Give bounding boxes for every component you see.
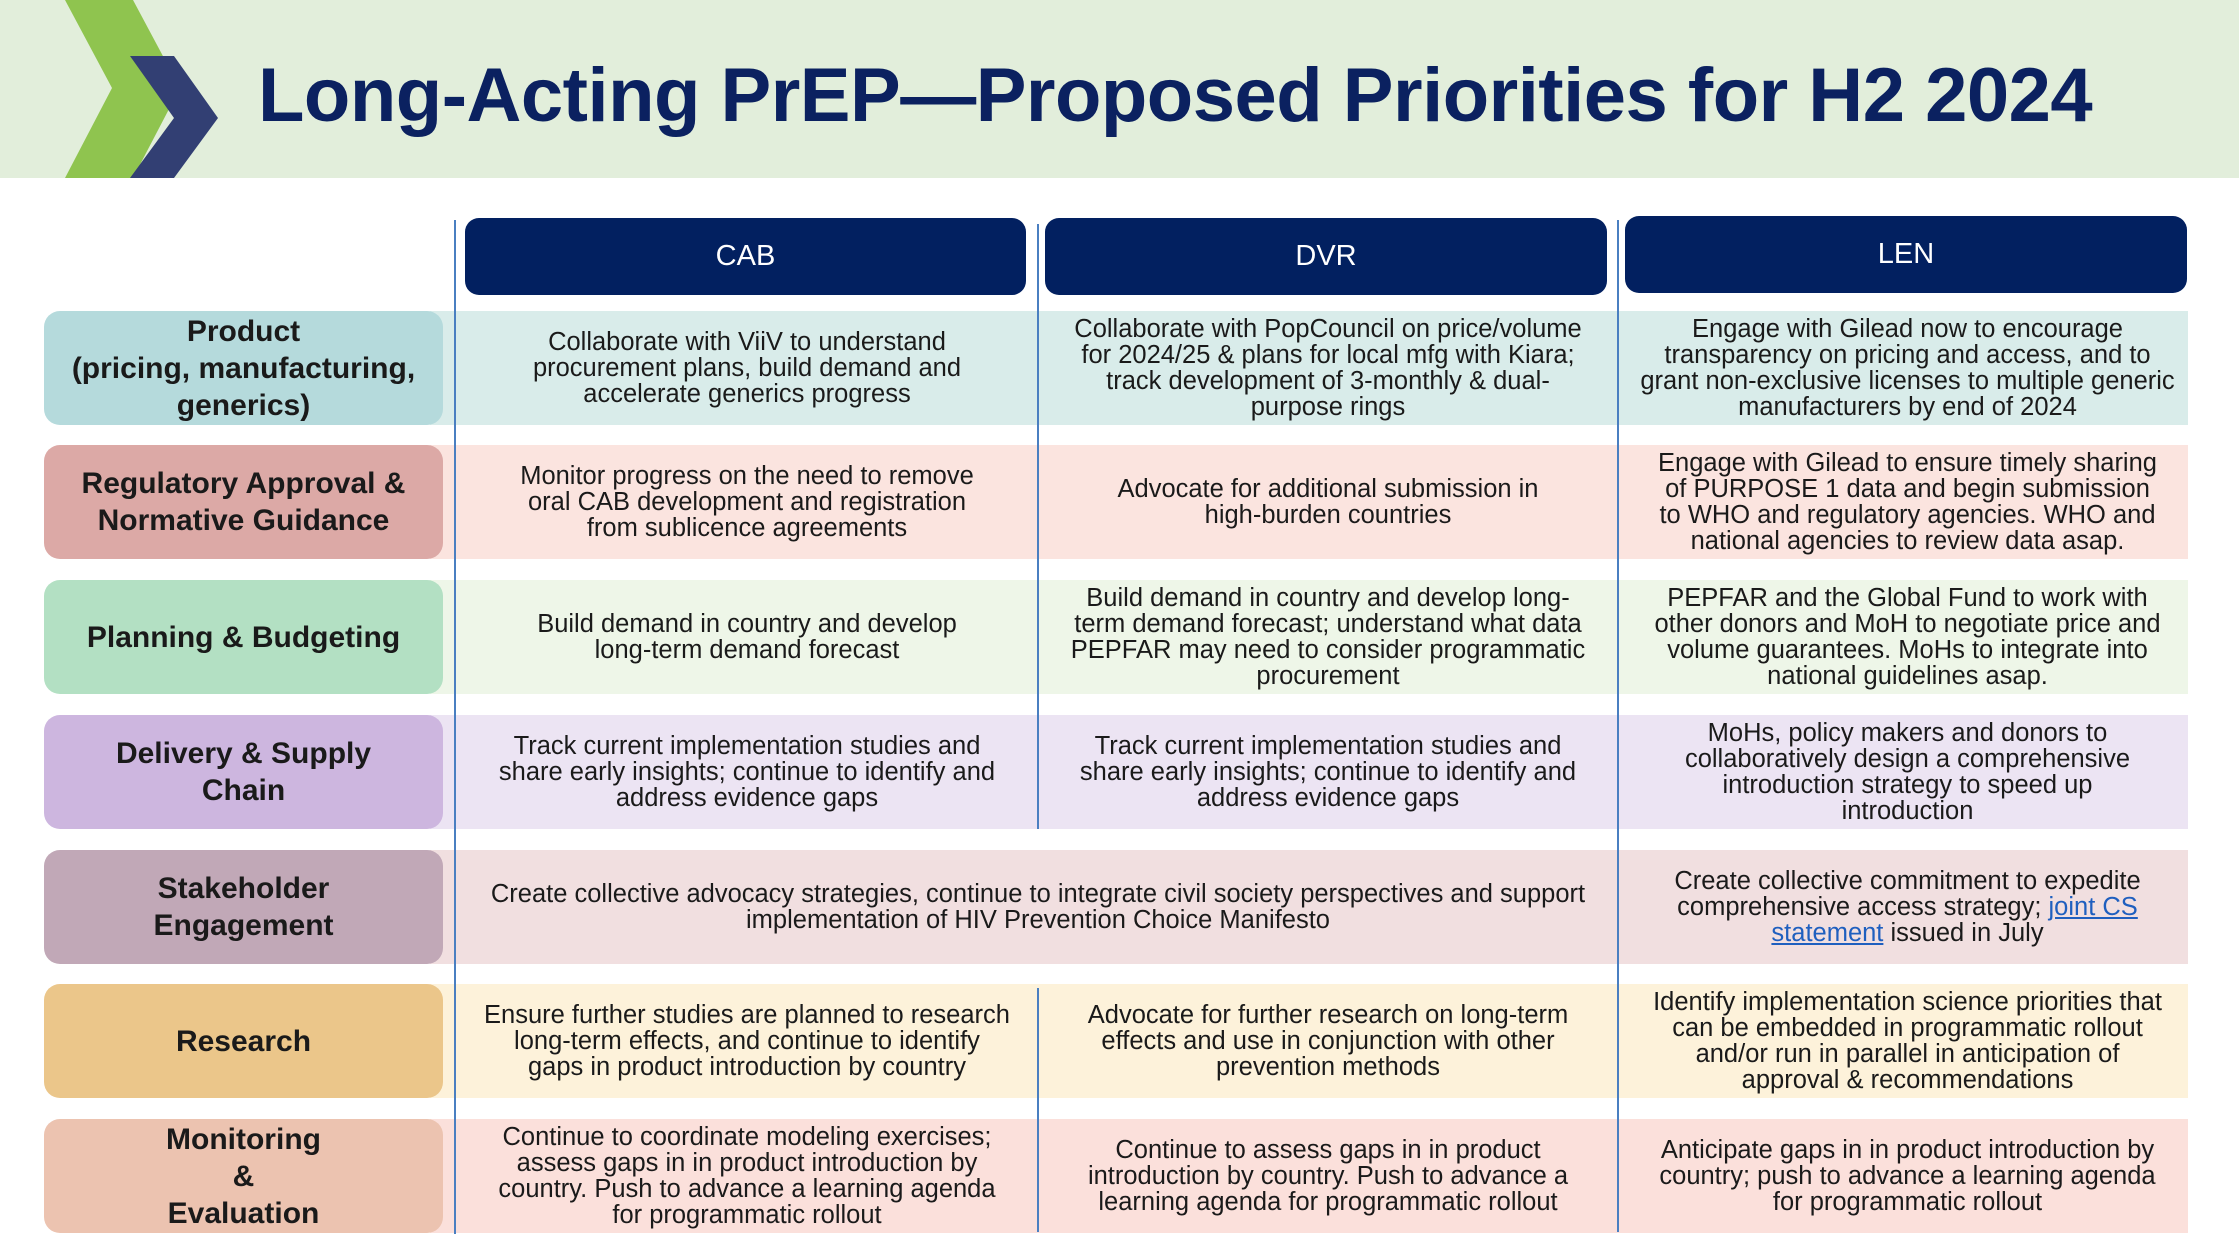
row-label-stakeholder: Stakeholder Engagement — [44, 850, 443, 964]
cell-monitoring-cab: Continue to coordinate modeling exercises; assess gaps in in product introduction by country. Push to advance a learning agenda for programmatic rollout — [498, 1123, 996, 1229]
cell-product-dvr: Collaborate with PopCouncil on price/volume for 2024/25 & plans for local mfg with Kiara; track development of 3-monthly & dual-purpose rings — [1074, 315, 1582, 421]
cell-research-cab: Ensure further studies are planned to research long-term effects, and continue to identify gaps in product introduction by country — [484, 1001, 1010, 1081]
row-label-research: Research — [44, 984, 443, 1098]
cell-regulatory-dvr: Advocate for additional submission in high-burden countries — [1117, 475, 1539, 529]
cell-delivery-len: MoHs, policy makers and donors to collaboratively design a comprehensive introduction strategy to speed up introduction — [1684, 719, 2131, 825]
row-label-planning: Planning & Budgeting — [44, 580, 443, 694]
cell-monitoring-dvr: Continue to assess gaps in in product introduction by country. Push to advance a learning agenda for programmatic rollout — [1087, 1136, 1569, 1216]
row-label-product-title: Product — [186, 314, 301, 348]
cell-research-len: Identify implementation science priorities that can be embedded in programmatic rollout and/or run in parallel in anticipation of approval & recommendations — [1653, 988, 2162, 1094]
cell-planning-dvr: Build demand in country and develop long-term demand forecast; understand what data PEPFAR may need to consider programmatic procurement — [1070, 584, 1586, 690]
row-label-monitoring: Monitoring & Evaluation — [44, 1119, 443, 1233]
cell-regulatory-cab: Monitor progress on the need to remove oral CAB development and registration from sublicence agreements — [520, 462, 974, 542]
cell-delivery-cab: Track current implementation studies and share early insights; continue to identify and address evidence gaps — [498, 732, 996, 812]
column-divider — [1617, 220, 1619, 1232]
cell-planning-len: PEPFAR and the Global Fund to work with other donors and MoH to negotiate price and volume guarantees. MoHs to integrate into national guidelines asap. — [1654, 584, 2161, 690]
cell-research-dvr: Advocate for further research on long-term effects and use in conjunction with other prevention methods — [1087, 1001, 1569, 1081]
column-divider — [1037, 988, 1039, 1232]
joint-cs-statement-link[interactable]: joint CS statement — [1771, 893, 2138, 947]
cell-stakeholder-len — [1625, 850, 2190, 964]
row-label-delivery: Delivery & Supply Chain — [44, 715, 443, 829]
stakeholder-len-text-end: issued in July — [1883, 919, 2044, 947]
cell-planning-cab: Build demand in country and develop long-term demand forecast — [537, 610, 957, 664]
page-title: Long-Acting PrEP—Proposed Priorities for H2 2024 — [258, 53, 2093, 138]
cell-delivery-dvr: Track current implementation studies and share early insights; continue to identify and address evidence gaps — [1079, 732, 1577, 812]
cell-product-len: Engage with Gilead now to encourage transparency on pricing and access, and to grant non-exclusive licenses to multiple generic manufacturers by end of 2024 — [1640, 315, 2175, 421]
row-label-product-subtitle: (pricing, manufacturing, generics) — [71, 351, 416, 422]
row-label-product — [44, 311, 443, 425]
stakeholder-len-text: Create collective commitment to expedite comprehensive access strategy; — [1674, 867, 2141, 921]
column-header-len: LEN — [1625, 216, 2187, 293]
row-label-regulatory: Regulatory Approval & Normative Guidance — [44, 445, 443, 559]
column-divider — [1037, 224, 1039, 829]
column-divider — [454, 220, 456, 1234]
cell-monitoring-len: Anticipate gaps in in product introduction by country; push to advance a learning agenda for programmatic rollout — [1659, 1136, 2156, 1216]
column-header-dvr: DVR — [1045, 218, 1607, 295]
column-header-cab: CAB — [465, 218, 1026, 295]
double-chevron-logo-icon — [0, 0, 240, 178]
cell-product-cab: Collaborate with ViiV to understand procurement plans, build demand and accelerate generics progress — [532, 328, 962, 408]
cell-stakeholder-cab-dvr: Create collective advocacy strategies, continue to integrate civil society perspectives and support implementation of HIV Prevention Choice Manifesto — [490, 880, 1586, 934]
cell-regulatory-len: Engage with Gilead to ensure timely sharing of PURPOSE 1 data and begin submission to WHO and regulatory agencies. WHO and national agencies to review data asap. — [1658, 449, 2157, 555]
